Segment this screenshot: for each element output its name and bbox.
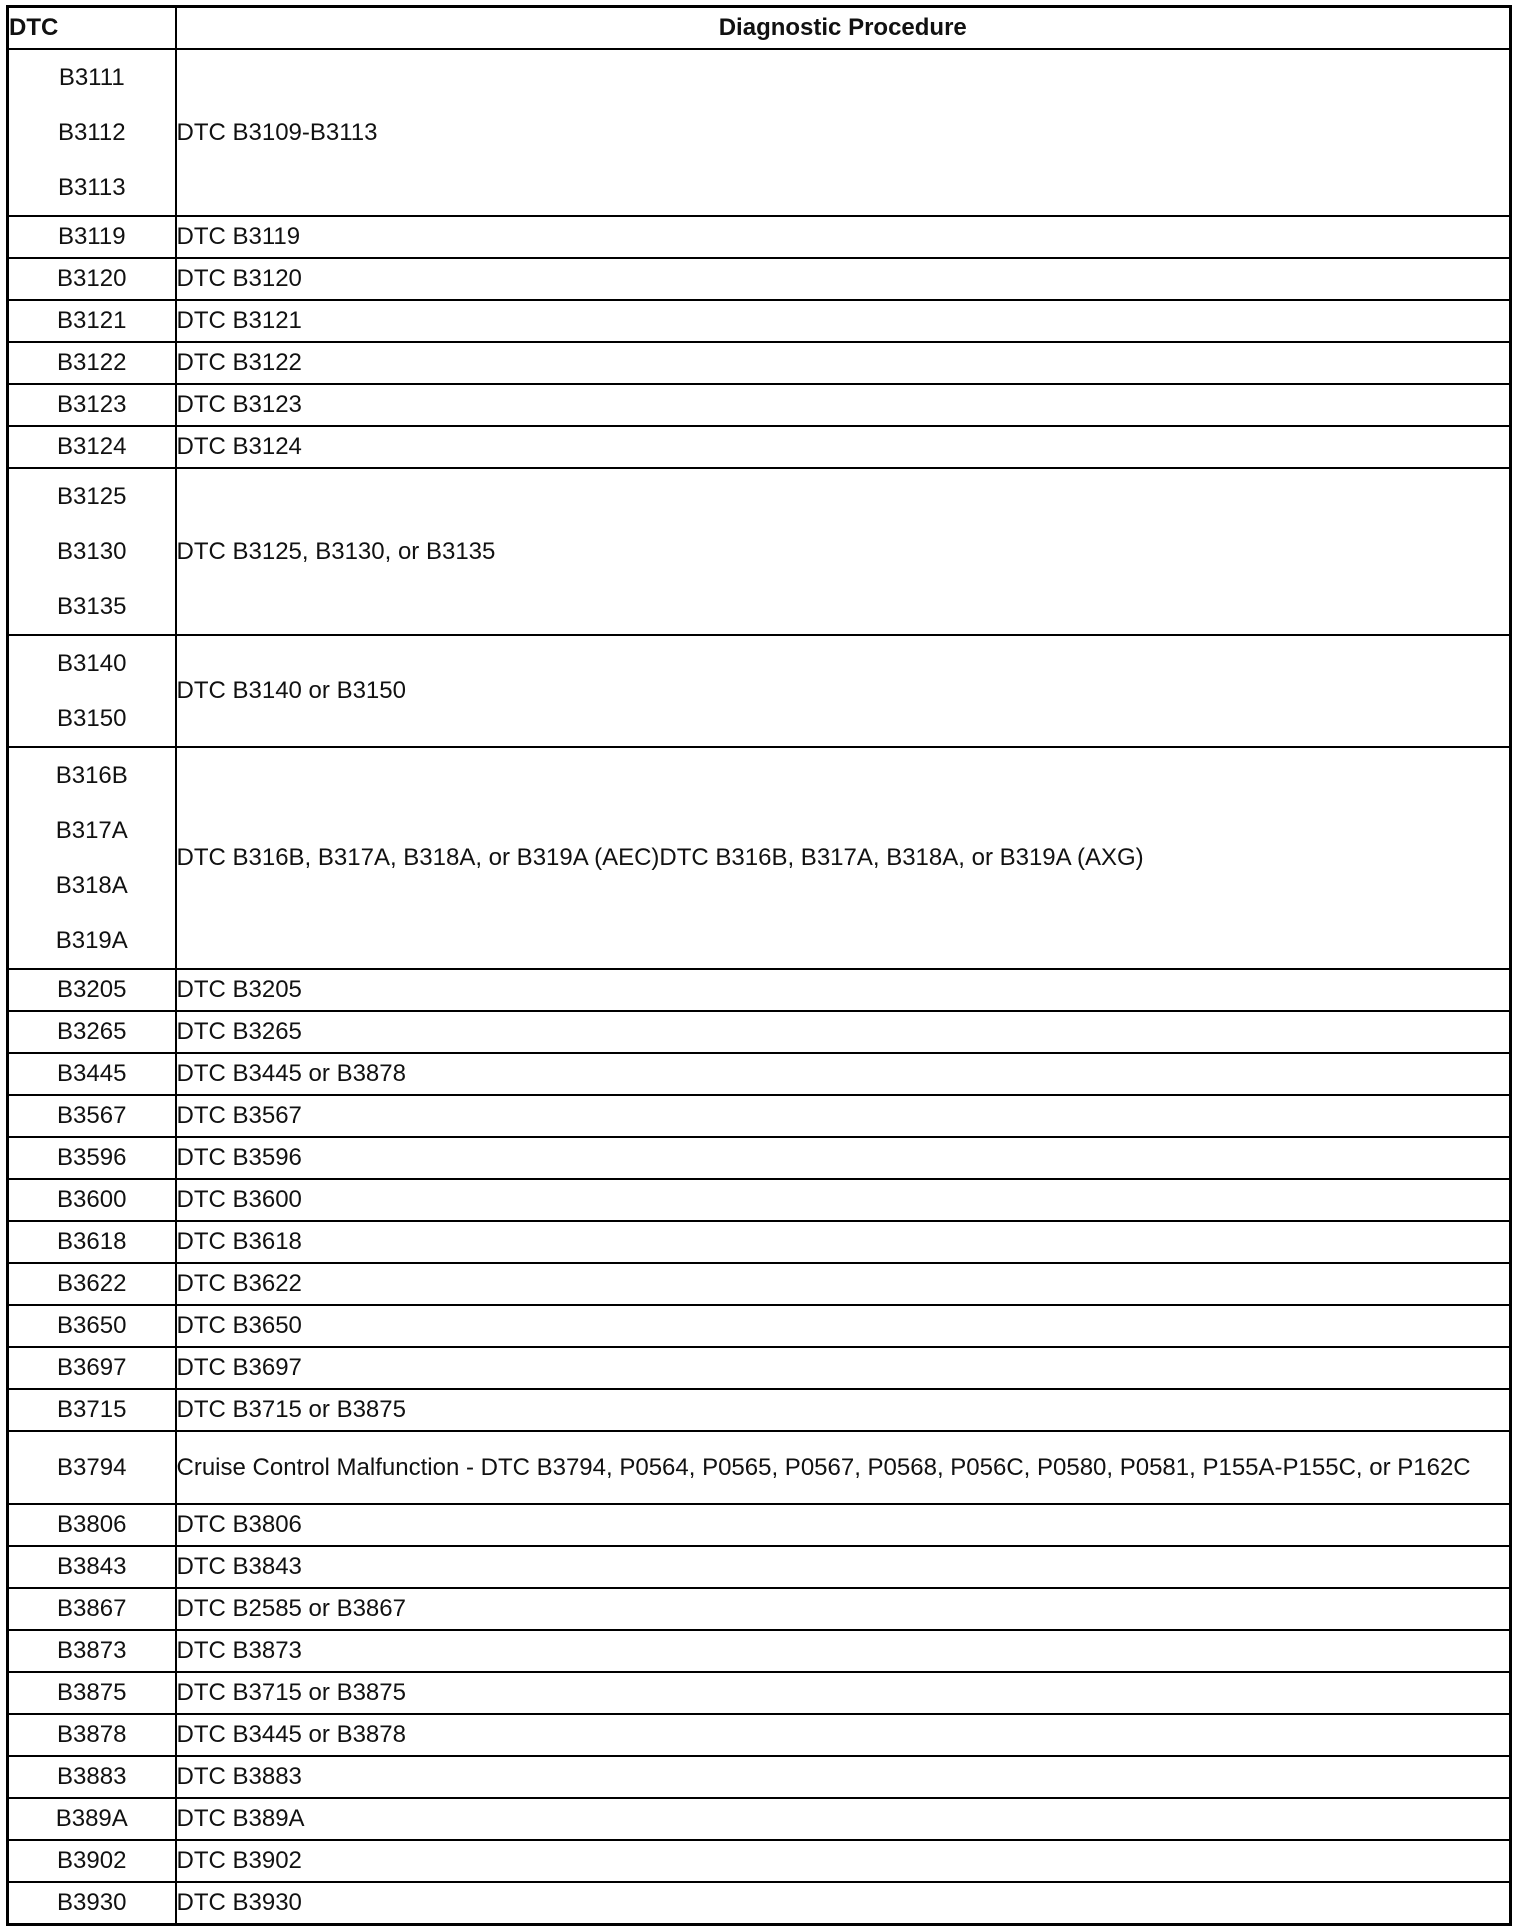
dtc-code: B3119 <box>57 223 126 250</box>
dtc-code: B316B <box>55 762 128 789</box>
diagnostic-procedure-cell: Cruise Control Malfunction - DTC B3794, P0564, P0565, P0567, P0568, P056C, P0580, P0581, P155A-P155C, or P162C <box>176 1431 1511 1504</box>
dtc-code-cell <box>8 1179 176 1221</box>
diagnostic-procedure-cell: DTC B3125, B3130, or B3135 <box>176 468 1511 635</box>
table-row <box>8 342 1511 384</box>
dtc-code-cell <box>8 1882 176 1925</box>
table-row <box>8 1053 1511 1095</box>
table-row <box>8 1305 1511 1347</box>
diagnostic-procedure-cell: DTC B3843 <box>176 1546 1511 1588</box>
dtc-code: B3618 <box>57 1228 127 1255</box>
diagnostic-procedure-cell: DTC B3265 <box>176 1011 1511 1053</box>
diagnostic-procedure-cell: DTC B3715 or B3875 <box>176 1672 1511 1714</box>
dtc-code-cell <box>8 1588 176 1630</box>
table-row <box>8 426 1511 468</box>
dtc-code-cell <box>8 1095 176 1137</box>
dtc-code-cell <box>8 1672 176 1714</box>
diagnostic-procedure-cell: DTC B3122 <box>176 342 1511 384</box>
table-row <box>8 49 1511 216</box>
table-row <box>8 468 1511 635</box>
dtc-code: B3873 <box>57 1637 127 1664</box>
table-row <box>8 1840 1511 1882</box>
table-header-row <box>8 7 1511 50</box>
dtc-code: B3794 <box>57 1453 127 1481</box>
diagnostic-procedure-cell: DTC B3618 <box>176 1221 1511 1263</box>
table-row <box>8 1714 1511 1756</box>
diagnostic-procedure-cell: DTC B3124 <box>176 426 1511 468</box>
table-row <box>8 1137 1511 1179</box>
dtc-code-cell <box>8 969 176 1011</box>
dtc-code: B3140 <box>57 650 127 677</box>
dtc-code: B3122 <box>57 349 127 376</box>
dtc-code: B3135 <box>57 593 127 620</box>
dtc-code: B3843 <box>57 1553 127 1580</box>
diagnostic-procedure-cell: DTC B3650 <box>176 1305 1511 1347</box>
table-row <box>8 635 1511 747</box>
dtc-code-cell <box>8 1504 176 1546</box>
table-row <box>8 1798 1511 1840</box>
dtc-code: B3113 <box>57 174 126 201</box>
dtc-code: B3902 <box>57 1847 127 1874</box>
dtc-code: B318A <box>55 872 128 899</box>
table-row <box>8 1672 1511 1714</box>
dtc-code: B389A <box>55 1805 128 1832</box>
dtc-code: B3265 <box>57 1018 127 1045</box>
table-row <box>8 258 1511 300</box>
dtc-code-cell <box>8 747 176 969</box>
diagnostic-procedure-cell: DTC B3205 <box>176 969 1511 1011</box>
dtc-code: B3205 <box>57 976 127 1003</box>
diagnostic-procedure-cell: DTC B3596 <box>176 1137 1511 1179</box>
dtc-code: B3875 <box>57 1679 127 1706</box>
table-row <box>8 216 1511 258</box>
table-row <box>8 300 1511 342</box>
dtc-code-cell <box>8 1347 176 1389</box>
diagnostic-procedure-cell: DTC B389A <box>176 1798 1511 1840</box>
dtc-code: B3445 <box>57 1060 127 1087</box>
dtc-code-cell <box>8 1011 176 1053</box>
dtc-code: B3622 <box>57 1270 127 1297</box>
table-row <box>8 1221 1511 1263</box>
dtc-code: B3130 <box>57 538 127 565</box>
dtc-code-cell <box>8 342 176 384</box>
dtc-code: B3930 <box>57 1889 127 1916</box>
dtc-code-cell <box>8 1840 176 1882</box>
dtc-code-cell <box>8 1221 176 1263</box>
dtc-code: B3650 <box>57 1312 127 1339</box>
table-row <box>8 1095 1511 1137</box>
dtc-code-cell <box>8 300 176 342</box>
dtc-code-cell <box>8 1431 176 1504</box>
dtc-code-cell <box>8 468 176 635</box>
diagnostic-procedure-cell: DTC B3120 <box>176 258 1511 300</box>
column-header-dtc: DTC <box>8 7 176 50</box>
dtc-code-cell <box>8 1630 176 1672</box>
diagnostic-procedure-cell: DTC B3883 <box>176 1756 1511 1798</box>
dtc-code: B3111 <box>58 64 125 91</box>
diagnostic-procedure-cell: DTC B3806 <box>176 1504 1511 1546</box>
dtc-code-cell <box>8 1263 176 1305</box>
table-row <box>8 969 1511 1011</box>
diagnostic-procedure-cell: DTC B3600 <box>176 1179 1511 1221</box>
diagnostic-procedure-cell: DTC B3902 <box>176 1840 1511 1882</box>
diagnostic-procedure-cell: DTC B3445 or B3878 <box>176 1714 1511 1756</box>
dtc-code: B3123 <box>57 391 127 418</box>
dtc-code-cell <box>8 49 176 216</box>
diagnostic-procedure-cell: DTC B3121 <box>176 300 1511 342</box>
dtc-code: B3600 <box>57 1186 127 1213</box>
table-row <box>8 747 1511 969</box>
dtc-code: B3596 <box>57 1144 127 1171</box>
diagnostic-procedure-cell: DTC B3715 or B3875 <box>176 1389 1511 1431</box>
dtc-code: B3124 <box>57 433 127 460</box>
table-row <box>8 1263 1511 1305</box>
dtc-code-cell <box>8 216 176 258</box>
dtc-code: B319A <box>55 927 128 954</box>
table-row <box>8 1882 1511 1925</box>
dtc-code-cell <box>8 1137 176 1179</box>
table-row <box>8 1011 1511 1053</box>
table-row <box>8 1546 1511 1588</box>
diagnostic-procedure-cell: DTC B3873 <box>176 1630 1511 1672</box>
diagnostic-procedure-cell: DTC B3123 <box>176 384 1511 426</box>
table-row <box>8 384 1511 426</box>
dtc-code-cell <box>8 426 176 468</box>
dtc-code-cell <box>8 1546 176 1588</box>
dtc-code: B317A <box>55 817 128 844</box>
dtc-code: B3867 <box>57 1595 127 1622</box>
diagnostic-procedure-cell: DTC B3119 <box>176 216 1511 258</box>
dtc-code-cell <box>8 1714 176 1756</box>
dtc-code-cell <box>8 1053 176 1095</box>
dtc-code: B3120 <box>57 265 127 292</box>
dtc-code: B3125 <box>57 483 127 510</box>
table-row <box>8 1756 1511 1798</box>
dtc-code: B3878 <box>57 1721 127 1748</box>
dtc-code-cell <box>8 258 176 300</box>
dtc-code-cell <box>8 1389 176 1431</box>
diagnostic-procedure-cell: DTC B316B, B317A, B318A, or B319A (AEC)DTC B316B, B317A, B318A, or B319A (AXG) <box>176 747 1511 969</box>
dtc-code: B3806 <box>57 1511 127 1538</box>
table-row <box>8 1504 1511 1546</box>
dtc-table <box>6 5 1512 1926</box>
dtc-code: B3121 <box>57 307 127 334</box>
diagnostic-procedure-cell: DTC B3697 <box>176 1347 1511 1389</box>
dtc-code-cell <box>8 1798 176 1840</box>
diagnostic-procedure-cell: DTC B2585 or B3867 <box>176 1588 1511 1630</box>
dtc-code-cell <box>8 1305 176 1347</box>
diagnostic-procedure-cell: DTC B3567 <box>176 1095 1511 1137</box>
table-row <box>8 1179 1511 1221</box>
diagnostic-procedure-cell: DTC B3445 or B3878 <box>176 1053 1511 1095</box>
dtc-code: B3112 <box>57 119 126 146</box>
table-row <box>8 1347 1511 1389</box>
dtc-code: B3883 <box>57 1763 127 1790</box>
dtc-code: B3150 <box>57 705 127 732</box>
dtc-code-cell <box>8 635 176 747</box>
table-row <box>8 1588 1511 1630</box>
table-row <box>8 1630 1511 1672</box>
table-row <box>8 1389 1511 1431</box>
dtc-code-cell <box>8 1756 176 1798</box>
table-row <box>8 1431 1511 1504</box>
dtc-code: B3715 <box>57 1396 127 1423</box>
table-body <box>8 49 1511 1925</box>
dtc-code: B3697 <box>57 1354 127 1381</box>
diagnostic-procedure-cell: DTC B3930 <box>176 1882 1511 1925</box>
diagnostic-procedure-cell: DTC B3109-B3113 <box>176 49 1511 216</box>
dtc-code-cell <box>8 384 176 426</box>
column-header-procedure: Diagnostic Procedure <box>176 7 1511 50</box>
dtc-code: B3567 <box>57 1102 127 1129</box>
diagnostic-procedure-cell: DTC B3140 or B3150 <box>176 635 1511 747</box>
diagnostic-procedure-cell: DTC B3622 <box>176 1263 1511 1305</box>
